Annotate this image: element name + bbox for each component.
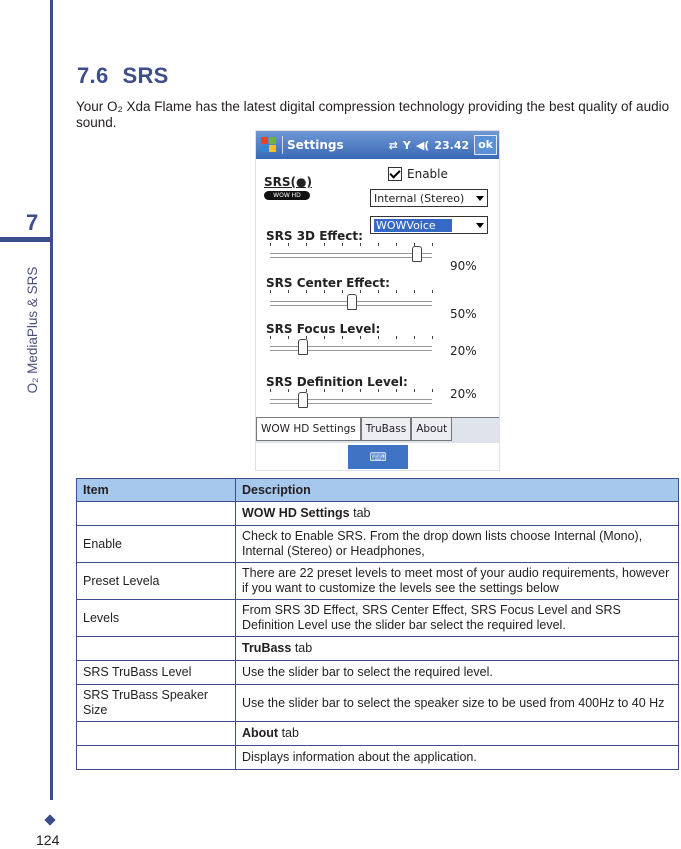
table-cell-item [77, 746, 236, 770]
table-cell-description [236, 600, 679, 637]
slider-ticks [270, 389, 432, 393]
app-title: Settings [287, 138, 344, 152]
title-separator [282, 136, 283, 154]
slider-tick [324, 290, 325, 293]
chapter-number: 7 [26, 210, 39, 235]
slider-label-center: SRS Center Effect: [266, 276, 390, 290]
slider-tick [306, 290, 307, 293]
slider-tick [378, 290, 379, 293]
slider-thumb[interactable] [298, 392, 308, 408]
keyboard-icon[interactable]: ⌨ [348, 445, 408, 469]
page-number: 124 [36, 832, 60, 848]
slider-thumb[interactable] [298, 339, 308, 355]
input-panel-bar [256, 443, 499, 470]
slider-definition-level[interactable] [270, 399, 432, 404]
slider-label-3d: SRS 3D Effect: [266, 229, 363, 243]
slider-tick [288, 336, 289, 339]
settings-table [76, 478, 679, 770]
slider-tick [360, 389, 361, 392]
sidebar-rule [50, 0, 53, 800]
description-text: Displays information about the application. [242, 750, 477, 764]
table-cell-item: SRS TruBass Speaker Size [77, 685, 236, 722]
section-heading [77, 63, 169, 89]
windows-start-icon[interactable] [260, 136, 278, 154]
slider-tick [432, 336, 433, 339]
enable-checkbox[interactable] [388, 167, 448, 181]
signal-icon[interactable]: Y [402, 138, 411, 152]
slider-tick [432, 243, 433, 246]
slider-tick [378, 336, 379, 339]
slider-tick [396, 389, 397, 392]
slider-focus-level[interactable] [270, 346, 432, 351]
table-cell-description [236, 722, 679, 746]
table-cell-description [236, 661, 679, 685]
table-cell-description [236, 526, 679, 563]
slider-tick [270, 290, 271, 293]
table-cell-description [236, 637, 679, 661]
column-header-item: Item [77, 479, 236, 502]
slider-tick [342, 243, 343, 246]
description-text: There are 22 preset levels to meet most of your audio requirements, however if you want to customize the levels see the settings below [242, 566, 670, 595]
table-row [77, 526, 679, 563]
slider-value-center: 50% [450, 307, 477, 321]
output-select-value: Internal (Stereo) [374, 192, 465, 205]
slider-tick [306, 243, 307, 246]
volume-icon[interactable]: ◀( [415, 138, 430, 152]
ok-button[interactable]: ok [474, 135, 497, 155]
preset-select-value: WOWVoice [374, 219, 452, 232]
chevron-down-icon[interactable] [476, 223, 484, 228]
table-row [77, 685, 679, 722]
chapter-title: O₂ MediaPlus & SRS [25, 266, 40, 394]
slider-value-3d: 90% [450, 259, 477, 273]
table-cell-description [236, 746, 679, 770]
slider-tick [288, 389, 289, 392]
table-cell-description [236, 502, 679, 526]
slider-tick [270, 243, 271, 246]
table-cell-item: Levels [77, 600, 236, 637]
checkbox-checked-icon[interactable] [388, 167, 402, 181]
slider-tick [342, 389, 343, 392]
table-cell-item: Enable [77, 526, 236, 563]
table-row [77, 722, 679, 746]
table-cell-item [77, 722, 236, 746]
clock[interactable]: 23.42 [434, 138, 470, 152]
slider-center-effect[interactable] [270, 301, 432, 306]
settings-body [256, 159, 499, 416]
description-tab-name: About [242, 726, 279, 740]
table-row [77, 502, 679, 526]
description-text: From SRS 3D Effect, SRS Center Effect, SRS Focus Level and SRS Definition Level use the slider bar select the required level. [242, 603, 621, 632]
slider-tick [414, 336, 415, 339]
intro-paragraph: Your O₂ Xda Flame has the latest digital compression technology providing the best quality of audio sound. [76, 99, 670, 130]
title-bar [256, 131, 499, 159]
description-text: Use the slider bar to select the required level. [242, 665, 493, 679]
tab-trubass[interactable]: TruBass [361, 418, 411, 441]
table-cell-description [236, 685, 679, 722]
slider-tick [324, 389, 325, 392]
slider-tick [324, 243, 325, 246]
slider-tick [360, 336, 361, 339]
slider-tick [342, 336, 343, 339]
table-row [77, 661, 679, 685]
slider-tick [270, 336, 271, 339]
slider-value-focus: 20% [450, 344, 477, 358]
table-cell-item [77, 502, 236, 526]
description-text: tab [278, 726, 299, 740]
slider-tick [396, 290, 397, 293]
description-text: tab [291, 641, 313, 655]
table-row [77, 600, 679, 637]
slider-3d-effect[interactable] [270, 253, 432, 258]
device-screenshot [255, 130, 500, 471]
slider-ticks [270, 243, 432, 247]
slider-tick [396, 243, 397, 246]
chapter-marker-bar [0, 237, 52, 242]
description-text: tab [349, 506, 371, 520]
slider-thumb[interactable] [347, 294, 357, 310]
slider-label-focus: SRS Focus Level: [266, 322, 381, 336]
srs-logo-text: SRS(●) [264, 175, 312, 189]
slider-tick [432, 389, 433, 392]
slider-tick [288, 243, 289, 246]
slider-tick [378, 243, 379, 246]
table-row [77, 563, 679, 600]
column-header-description: Description [236, 479, 679, 502]
tab-about[interactable]: About [411, 418, 452, 441]
slider-value-definition: 20% [450, 387, 477, 401]
section-number: 7.6 [77, 63, 109, 88]
slider-label-definition: SRS Definition Level: [266, 375, 408, 389]
output-select[interactable] [370, 189, 488, 207]
slider-tick [432, 290, 433, 293]
table-row [77, 746, 679, 770]
slider-tick [414, 290, 415, 293]
table-cell-item: Preset Levela [77, 563, 236, 600]
table-cell-item: SRS TruBass Level [77, 661, 236, 685]
slider-tick [360, 243, 361, 246]
slider-tick [342, 290, 343, 293]
enable-label: Enable [407, 167, 448, 181]
description-text: Use the slider bar to select the speaker size to be used from 400Hz to 40 Hz [242, 695, 665, 710]
tab-bar [256, 417, 499, 443]
wow-hd-badge: WOW HD [264, 191, 310, 200]
slider-tick [288, 290, 289, 293]
slider-tick [324, 336, 325, 339]
section-title: SRS [122, 63, 169, 88]
description-text: Check to Enable SRS. From the drop down lists choose Internal (Mono), Internal (Stereo) or Headphones, [242, 529, 643, 558]
slider-ticks [270, 336, 432, 340]
diamond-icon [44, 814, 55, 825]
slider-tick [270, 389, 271, 392]
description-tab-name: TruBass [242, 641, 292, 655]
slider-thumb[interactable] [412, 246, 422, 262]
table-cell-description [236, 563, 679, 600]
tab-wow-hd-settings[interactable]: WOW HD Settings [256, 418, 361, 441]
connectivity-icon[interactable]: ⇄ [388, 138, 398, 152]
slider-tick [396, 336, 397, 339]
description-tab-name: WOW HD Settings [242, 506, 350, 520]
slider-tick [360, 290, 361, 293]
table-row [77, 637, 679, 661]
slider-tick [414, 389, 415, 392]
chevron-down-icon[interactable] [476, 196, 484, 201]
table-cell-item [77, 637, 236, 661]
slider-tick [378, 389, 379, 392]
preset-select[interactable] [370, 216, 488, 234]
srs-logo [264, 171, 312, 200]
status-icons [389, 135, 499, 155]
